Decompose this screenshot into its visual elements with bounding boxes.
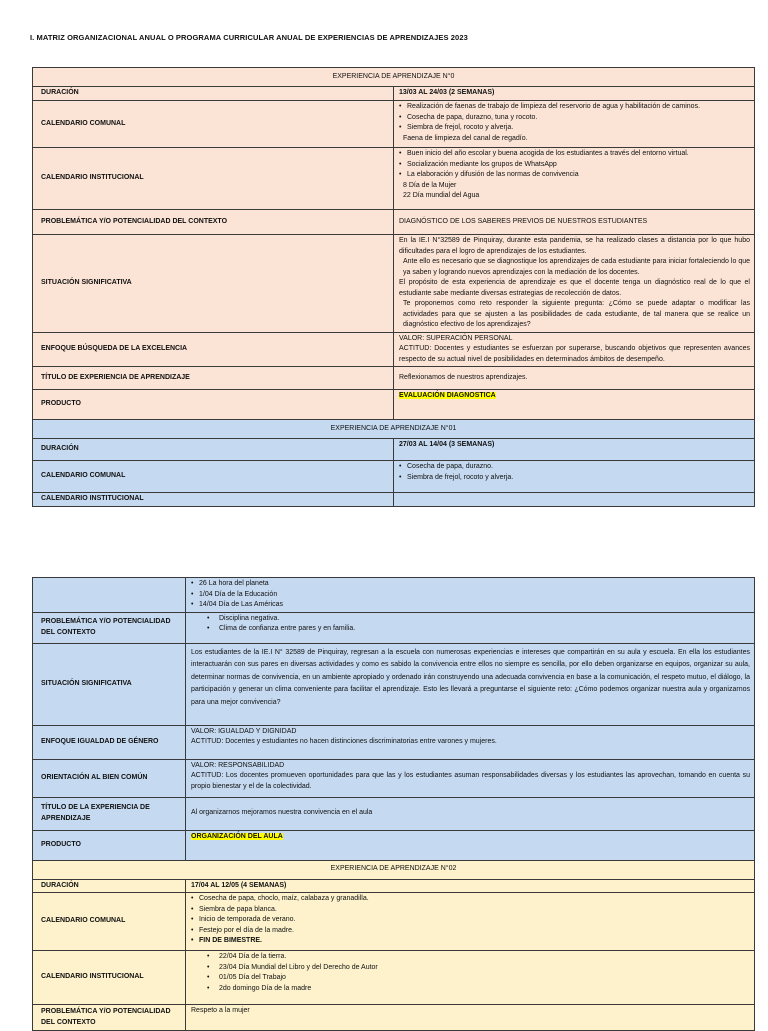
product-label: PRODUCTO	[33, 830, 186, 860]
list-item: • Disciplina negativa.	[191, 614, 750, 625]
common-good-orientation-label: ORIENTACIÓN AL BIEN COMÚN	[33, 759, 186, 797]
experience-1-product: ORGANIZACIÓN DEL AULA	[191, 832, 283, 840]
experience-1-equality-approach	[186, 725, 755, 759]
list-item: • Cosecha de papa, choclo, maíz, calabaza y granadilla.	[191, 894, 750, 905]
situation-paragraph: Ante ello es necesario que se diagnostique los aprendizajes de cada estudiante para iniciar fortaleciendo lo que ya saben y logrando nuevos aprendizajes con la mediación de los docentes.	[403, 258, 750, 276]
list-item: • Socialización mediante los grupos de WhatsApp	[399, 160, 750, 171]
duration-label: DURACIÓN	[33, 439, 394, 461]
experience-0-header: EXPERIENCIA DE APRENDIZAJE N°0	[33, 68, 755, 87]
approach-value: VALOR: SUPERACIÓN PERSONAL	[399, 334, 513, 342]
approach-attitude: ACTITUD: Docentes y estudiantes se esfuerzan por superarse, buscando objetivos que representen avances respecto de su actual nivel de posibilidades en determinados ámbitos de desempeño.	[399, 345, 750, 363]
product-label: PRODUCTO	[33, 390, 394, 420]
experience-0-problem: DIAGNÓSTICO DE LOS SABERES PREVIOS DE NUESTROS ESTUDIANTES	[394, 210, 755, 235]
approach-attitude: ACTITUD: Los docentes promueven oportunidades para que las y los estudiantes asuman responsabilidades diversas y los estudiantes las aprovechan, tomando en cuenta su propio bienestar y el de la colectividad.	[191, 772, 750, 790]
experience-0-situation	[394, 235, 755, 333]
duration-label: DURACIÓN	[33, 87, 394, 101]
situation-paragraph: Te proponemos como reto responder la siguiente pregunta: ¿Cómo se puede adaptar o modificar las actividades para que se ajusten a las posibilidades de cada estudiante, de tal manera que se realice un diagnóstico efectivo de los aprendizajes?	[403, 300, 750, 328]
experience-2-header: EXPERIENCIA DE APRENDIZAJE N°02	[33, 860, 755, 879]
approach-attitude: ACTITUD: Docentes y estudiantes no hacen distinciones discriminatorias entre varones y mujeres.	[191, 738, 497, 745]
communal-calendar-label: CALENDARIO COMUNAL	[33, 101, 394, 148]
experience-table-bottom	[32, 577, 755, 1031]
list-note: 8 Día de la Mujer	[403, 181, 457, 189]
experience-1-orientation	[186, 759, 755, 797]
excellence-approach-label: ENFOQUE BÚSQUEDA DE LA EXCELENCIA	[33, 332, 394, 367]
experience-0-product-cell	[394, 390, 755, 420]
problem-label: PROBLEMÁTICA Y/O POTENCIALIDAD DEL CONTEXTO	[33, 612, 186, 643]
situation-label: SITUACIÓN SIGNIFICATIVA	[33, 643, 186, 725]
experience-table-top	[32, 67, 755, 507]
situation-paragraph: En la IE.I N°32589 de Pinquiray, durante esta pandemia, se ha realizado clases a distancia por lo que hubo dificultades para el logro de aprendizajes de los estudiantes.	[399, 237, 750, 255]
problem-label: PROBLEMÁTICA Y/O POTENCIALIDAD DEL CONTEXTO	[33, 1005, 186, 1031]
experience-1-communal-calendar	[394, 461, 755, 493]
experience-1-duration: 27/03 AL 14/04 (3 SEMANAS)	[394, 439, 755, 461]
experience-0-approach	[394, 332, 755, 367]
duration-label: DURACIÓN	[33, 879, 186, 893]
problem-label: PROBLEMÁTICA Y/O POTENCIALIDAD DEL CONTEXTO	[33, 210, 394, 235]
list-item: • Siembra de papa blanca.	[191, 905, 750, 916]
experience-2-problem: Respeto a la mujer	[186, 1005, 755, 1031]
communal-calendar-label: CALENDARIO COMUNAL	[33, 461, 394, 493]
list-note: 22 Día mundial del Agua	[403, 192, 480, 199]
experience-1-header: EXPERIENCIA DE APRENDIZAJE N°01	[33, 420, 755, 439]
communal-calendar-label: CALENDARIO COMUNAL	[33, 893, 186, 951]
gender-equality-approach-label: ENFOQUE IGUALDAD DE GÉNERO	[33, 725, 186, 759]
list-item: • Cosecha de papa, durazno.	[399, 462, 750, 473]
list-item: • 1/04 Día de la Educación	[191, 590, 750, 601]
list-item: • 01/05 Día del Trabajo	[191, 973, 750, 984]
document-title: I. MATRIZ ORGANIZACIONAL ANUAL O PROGRAMA CURRICULAR ANUAL DE EXPERIENCIAS DE APRENDIZAJES 2023	[30, 33, 468, 42]
experience-1-problem	[186, 612, 755, 643]
approach-value: VALOR: RESPONSABILIDAD	[191, 761, 285, 769]
experience-2-communal-calendar	[186, 893, 755, 951]
list-item: • Siembra de frejol, rocoto y alverja.	[399, 473, 750, 484]
experience-1-institutional-calendar	[186, 578, 755, 613]
list-item: • 2do domingo Día de la madre	[191, 984, 750, 995]
experience-title-label: TÍTULO DE LA EXPERIENCIA DE APRENDIZAJE	[33, 797, 186, 830]
list-item: • Buen inicio del año escolar y buena acogida de los estudiantes a través del entorno virtual.	[399, 149, 750, 160]
list-item: • Clima de confianza entre pares y en familia.	[191, 624, 750, 635]
list-item: • Cosecha de papa, durazno, tuna y rocoto.	[399, 113, 750, 124]
institutional-calendar-label: CALENDARIO INSTITUCIONAL	[33, 951, 186, 1005]
list-item: • Siembra de frejol, rocoto y alverja.	[399, 123, 750, 134]
list-item: • 23/04 Día Mundial del Libro y del Derecho de Autor	[191, 963, 750, 974]
experience-0-institutional-calendar	[394, 148, 755, 210]
experience-1-situation: Los estudiantes de la IE.I N° 32589 de Pinquiray, regresan a la escuela con numerosas experiencias e intereses que compartirán en su aula y escuela. En ella los estudiantes interactuarán con sus pares en diversas actividades y como es sabido la convivencia entre ellos no siempre es sencilla, por ello deben organizarse en equipos, organizar su aula, determinar normas de convivencia, en un ambiente apropiado y ordenado irán construyendo una adecuada convivencia en base a la comunicación, el respeto mutuo, el diálogo, la participación y generar un clima conveniente para facilitar el aprendizaje. Esto les llevará a preguntarse el siguiente reto: ¿Cómo podemos organizar nuestra aula y organizarnos para una mejor convivencia?	[186, 643, 755, 725]
situation-paragraph: El propósito de esta experiencia de aprendizaje es que el docente tenga un diagnóstico real de lo que el estudiante sabe mediante diversas estrategias de recolección de datos.	[399, 279, 750, 297]
list-item: • Inicio de temporada de verano.	[191, 915, 750, 926]
experience-0-title: Reflexionamos de nuestros aprendizajes.	[394, 367, 755, 390]
experience-1-title: Al organizarnos mejoramos nuestra convivencia en el aula	[186, 797, 755, 830]
experience-2-duration: 17/04 AL 12/05 (4 SEMANAS)	[186, 879, 755, 893]
experience-2-institutional-calendar	[186, 951, 755, 1005]
list-note: Faena de limpieza del canal de regadío.	[403, 134, 528, 142]
list-item: • Festejo por el día de la madre.	[191, 926, 750, 937]
list-item: • Realización de faenas de trabajo de limpieza del reservorio de agua y habilitación de caminos.	[399, 102, 750, 113]
list-item: • La elaboración y difusión de las normas de convivencia	[399, 170, 750, 181]
experience-0-duration: 13/03 AL 24/03 (2 SEMANAS)	[394, 87, 755, 101]
list-item: • 22/04 Día de la tierra.	[191, 952, 750, 963]
experience-1-institutional-calendar-empty	[394, 493, 755, 507]
institutional-calendar-continued-label	[33, 578, 186, 613]
experience-0-communal-calendar	[394, 101, 755, 148]
list-item: • 26 La hora del planeta	[191, 579, 750, 590]
experience-1-product-cell	[186, 830, 755, 860]
institutional-calendar-label: CALENDARIO INSTITUCIONAL	[33, 493, 394, 507]
institutional-calendar-label: CALENDARIO INSTITUCIONAL	[33, 148, 394, 210]
list-item: • 14/04 Día de Las Américas	[191, 600, 750, 611]
experience-0-product: EVALUACIÓN DIAGNOSTICA	[399, 392, 496, 399]
situation-label: SITUACIÓN SIGNIFICATIVA	[33, 235, 394, 333]
experience-title-label: TÍTULO DE EXPERIENCIA DE APRENDIZAJE	[33, 367, 394, 390]
approach-value: VALOR: IGUALDAD Y DIGNIDAD	[191, 727, 297, 735]
list-item: • FIN DE BIMESTRE.	[191, 936, 750, 947]
